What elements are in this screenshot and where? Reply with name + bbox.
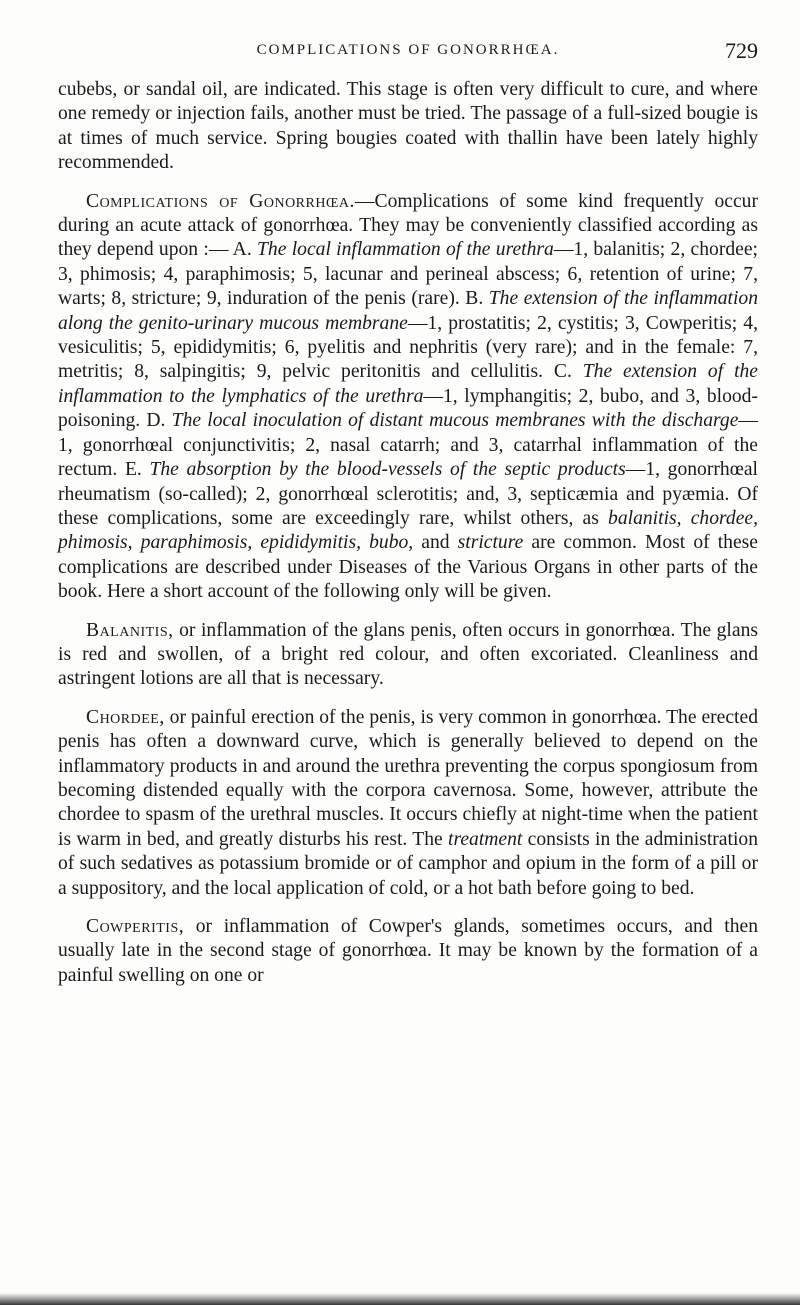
text-run: —1, lymphangitis; 2, bubo, and 3, blood-poisoning. D. <box>58 385 758 432</box>
text-run: or inflammation of the glans penis, often occurs in gonorrhœa. The glans is red and swollen, of a bright red colour, and often excoriated. Cleanliness and astringent lotions are all that is necessary. <box>58 619 758 690</box>
paragraph-chordee <box>58 706 758 901</box>
italic-run: treatment <box>448 828 523 850</box>
italic-run: stricture <box>457 532 524 554</box>
page-number: 729 <box>725 38 758 63</box>
paragraph-cowperitis <box>58 915 758 988</box>
text-run: —1, gonorrhœal conjunctivitis; 2, nasal catarrh; and 3, catarrhal inflammation of the rectum. E. <box>58 410 758 481</box>
text-run: —1, balanitis; 2, chordee; 3, phimosis; 4, paraphimosis; 5, lacunar and perineal abscess; 6, retention of urine; 7, warts; 8, stricture; 9, induration of the penis (rare). B. <box>58 239 758 310</box>
italic-run: The extension of the inflammation along the genito-urinary mucous membrane <box>58 288 758 334</box>
text-run: and <box>413 532 458 554</box>
italic-run: The extension of the inflammation to the lymphatics of the urethra <box>58 361 759 407</box>
page-bottom-edge <box>0 1005 800 1305</box>
running-head <box>58 38 758 68</box>
paragraph-balanitis <box>58 619 758 692</box>
section-heading: Balanitis, <box>86 619 174 641</box>
text-run: —1, gonorrhœal rheumatism (so-called); 2, gonorrhœal sclerotitis; and, 3, septicæmia and pyæmia. Of these complications, some are exceedingly rare, whilst others, as <box>58 459 758 529</box>
italic-run: balanitis, chordee, phimosis, paraphimosis, epididymitis, bubo, <box>58 507 758 554</box>
text-run: consists in the administration of such sedatives as potassium bromide or of camphor and opium in the form of a pill or a suppository, and the local application of cold, or a hot bath before going to bed. <box>58 828 758 899</box>
text-run: or painful erection of the penis, is very common in gonorrhœa. The erected penis has often a downward curve, which is generally believed to depend on the inflammatory products in and around the urethra preventing the corpus spongiosum from becoming distended equally with the corpora cavernosa. Some, however, attribute the chordee to spasm of the urethral muscles. It occurs chiefly at night-time when the patient is warm in bed, and greatly disturbs his rest. The <box>58 706 758 850</box>
running-title: COMPLICATIONS OF GONORRHŒA. <box>256 42 560 58</box>
text-run: are common. Most of these complications are described under Diseases of the Various Organs in other parts of the book. Here a short account of the following only will be given. <box>58 532 758 603</box>
italic-run: The local inflammation of the urethra <box>257 239 554 261</box>
text-run: or inflammation of Cowper's glands, sometimes occurs, and then usually late in the second stage of gonorrhœa. It may be known by the formation of a painful swelling on one or <box>58 916 758 986</box>
italic-run: The local inoculation of distant mucous membranes with the discharge <box>171 410 739 432</box>
paragraph-continuation <box>58 78 758 176</box>
text-run: cubebs, or sandal oil, are indicated. This stage is often very difficult to cure, and where one remedy or injection fails, another must be tried. The passage of a full-sized bougie is at times of much service. Spring bougies coated with thallin have been lately highly recommended. <box>58 79 758 174</box>
body-text <box>58 78 758 988</box>
text-run: —1, prostatitis; 2, cystitis; 3, Cowperitis; 4, vesiculitis; 5, epididymitis; 6, pyelitis and nephritis (very rare); and in the female: 7, metritis; 8, salpingitis; 9, pelvic peritonitis and cellulitis. C. <box>58 312 759 383</box>
section-heading: Chordee, <box>86 706 165 728</box>
text-run: —Complications of some kind frequently occur during an acute attack of gonorrhœa. They may be conveniently classified according as they depend upon :— A. <box>58 190 758 261</box>
section-heading: Cowperitis, <box>86 916 185 937</box>
italic-run: The absorption by the blood-vessels of the septic products <box>149 459 626 481</box>
section-heading: Complications of Gonorrhœa. <box>86 190 355 212</box>
paragraph-complications <box>58 190 758 605</box>
